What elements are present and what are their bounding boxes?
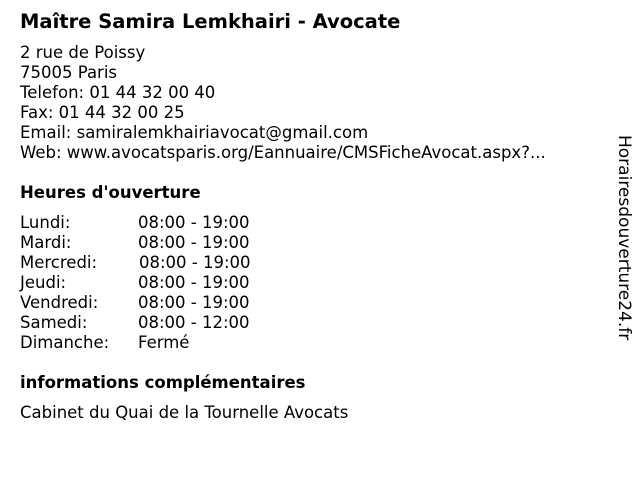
time-range: 08:00 - 19:00 — [138, 233, 250, 252]
hours-row-tuesday — [20, 233, 320, 253]
hours-row-wednesday — [20, 253, 320, 273]
time-range: 08:00 - 19:00 — [139, 253, 251, 272]
day-label: Samedi: — [20, 313, 88, 332]
info-text: Cabinet du Quai de la Tournelle Avocats — [20, 403, 349, 422]
time-range: 08:00 - 19:00 — [138, 293, 250, 312]
time-range: Fermé — [138, 333, 190, 352]
phone-label: Telefon: — [20, 83, 85, 102]
day-label: Lundi: — [20, 213, 71, 232]
opening-hours-list — [20, 213, 320, 353]
day-label: Dimanche: — [20, 333, 110, 352]
email-label: Email: — [20, 123, 72, 142]
info-heading: informations complémentaires — [20, 373, 306, 392]
day-label: Vendredi: — [20, 293, 99, 312]
time-range: 08:00 - 19:00 — [138, 213, 250, 232]
hours-heading: Heures d'ouverture — [20, 183, 201, 202]
brand-watermark: Horairesdouverture24.fr — [614, 135, 634, 341]
fax-label: Fax: — [20, 103, 54, 122]
contact-block — [20, 43, 546, 163]
web-link[interactable]: www.avocatsparis.org/Eannuaire/CMSFicheAvocat.aspx?... — [66, 143, 546, 162]
phone-line — [20, 83, 546, 103]
time-range: 08:00 - 19:00 — [138, 273, 250, 292]
hours-row-thursday — [20, 273, 320, 293]
time-range: 08:00 - 12:00 — [138, 313, 250, 332]
hours-row-monday — [20, 213, 320, 233]
email-line — [20, 123, 546, 143]
day-label: Mardi: — [20, 233, 72, 252]
hours-row-friday — [20, 293, 320, 313]
hours-row-saturday — [20, 313, 320, 333]
fax-line — [20, 103, 546, 123]
day-label: Mercredi: — [20, 253, 98, 272]
hours-row-sunday — [20, 333, 320, 353]
email-link[interactable]: samiralemkhairiavocat@gmail.com — [76, 123, 369, 142]
fax-number: 01 44 32 00 25 — [58, 103, 185, 122]
phone-number[interactable]: 01 44 32 00 40 — [89, 83, 216, 102]
address-street: 2 rue de Poissy — [20, 43, 146, 62]
day-label: Jeudi: — [20, 273, 67, 292]
address-city: 75005 Paris — [20, 63, 118, 82]
web-line — [20, 143, 546, 163]
web-label: Web: — [20, 143, 62, 162]
page-title: Maître Samira Lemkhairi - Avocate — [20, 10, 401, 33]
